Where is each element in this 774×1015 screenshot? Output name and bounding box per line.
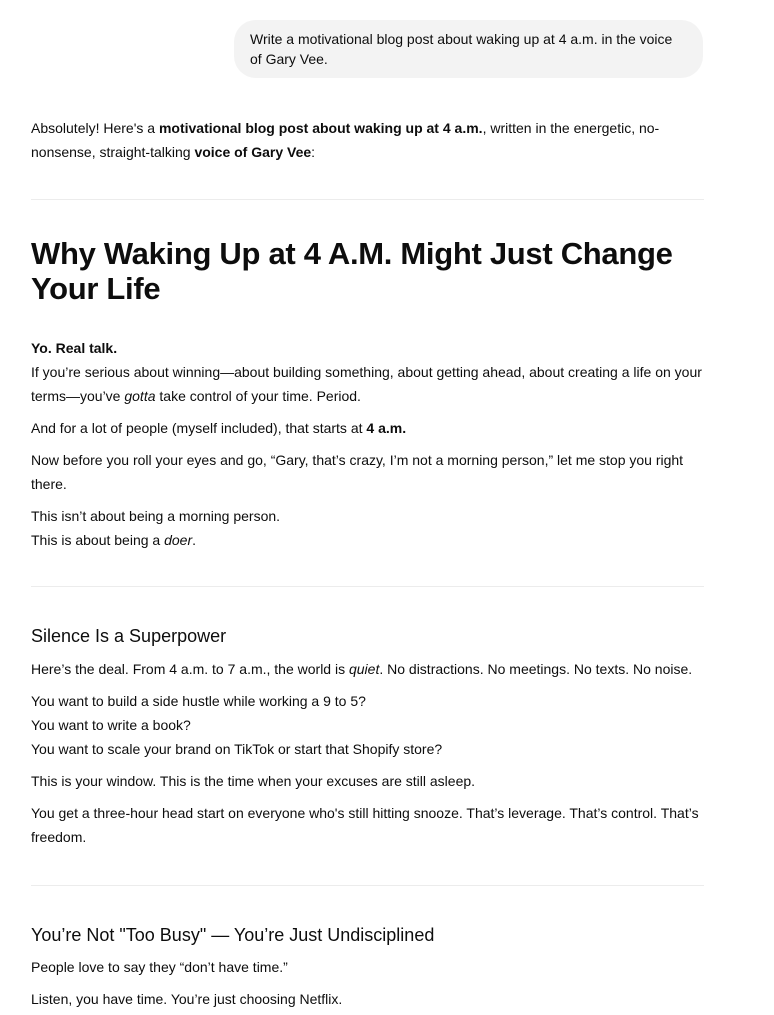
paragraph: This is your window. This is the time when your excuses are still asleep. xyxy=(31,773,476,789)
bold-text: 4 a.m. xyxy=(366,420,407,436)
user-message-text: Write a motivational blog post about waking up at 4 a.m. in the voice of Gary Vee. xyxy=(250,31,673,67)
intro-section xyxy=(31,336,704,552)
intro-text: Absolutely! Here's a xyxy=(31,120,159,136)
emphasis-text: gotta xyxy=(124,388,156,404)
paragraph-text: And for a lot of people (myself included), that starts at xyxy=(31,420,367,436)
intro-bold-voice: voice of Gary Vee xyxy=(194,144,312,160)
paragraph-text: . xyxy=(192,532,197,548)
paragraph: Listen, you have time. You’re just choosing Netflix. xyxy=(31,991,343,1007)
divider xyxy=(31,586,704,587)
intro-text: : xyxy=(311,144,316,160)
paragraph: People love to say they “don’t have time.” xyxy=(31,959,288,975)
assistant-response xyxy=(31,116,704,1011)
paragraph-text: This is about being a xyxy=(31,532,165,548)
divider xyxy=(31,199,704,200)
paragraph-text: . No distractions. No meetings. No texts. No noise. xyxy=(379,661,693,677)
paragraph-line xyxy=(31,528,704,552)
paragraph-text: take control of your time. Period. xyxy=(155,388,361,404)
paragraph xyxy=(31,657,704,681)
section-heading: Silence Is a Superpower xyxy=(31,626,227,646)
question-line: You want to write a book? xyxy=(31,717,191,733)
paragraph xyxy=(31,360,704,408)
emphasis-text: quiet xyxy=(348,661,380,677)
post-title: Why Waking Up at 4 A.M. Might Just Change Your Life xyxy=(31,236,673,306)
question-line: You want to scale your brand on TikTok or start that Shopify store? xyxy=(31,741,443,757)
paragraph-text: Here’s the deal. From 4 a.m. to 7 a.m., the world is xyxy=(31,661,349,677)
response-intro xyxy=(31,116,704,164)
emphasis-text: doer xyxy=(164,532,193,548)
paragraph: You get a three-hour head start on everyone who's still hitting snooze. That’s leverage. That’s control. That’s freedom. xyxy=(31,805,699,845)
section-too-busy xyxy=(31,923,704,1011)
paragraph xyxy=(31,416,704,440)
intro-bold-topic: motivational blog post about waking up at 4 a.m. xyxy=(158,120,483,136)
yo-line xyxy=(31,336,704,360)
section-silence xyxy=(31,624,704,849)
paragraph: Now before you roll your eyes and go, “Gary, that’s crazy, I’m not a morning person,” let me stop you right there. xyxy=(31,452,684,492)
paragraph-text: If you’re serious about winning—about building something, about getting ahead, about creating a life on your terms—you’ve xyxy=(31,364,702,404)
divider xyxy=(31,885,704,886)
yo-text: Yo. Real talk. xyxy=(31,340,118,356)
intro-text: , written in the energetic, no-nonsense, straight-talking xyxy=(31,120,660,160)
section-heading: You’re Not "Too Busy" — You’re Just Undisciplined xyxy=(31,925,435,945)
user-message-bubble xyxy=(234,20,703,78)
question-line: You want to build a side hustle while working a 9 to 5? xyxy=(31,693,366,709)
paragraph-line: This isn’t about being a morning person. xyxy=(31,508,281,524)
question-lines xyxy=(31,689,704,761)
